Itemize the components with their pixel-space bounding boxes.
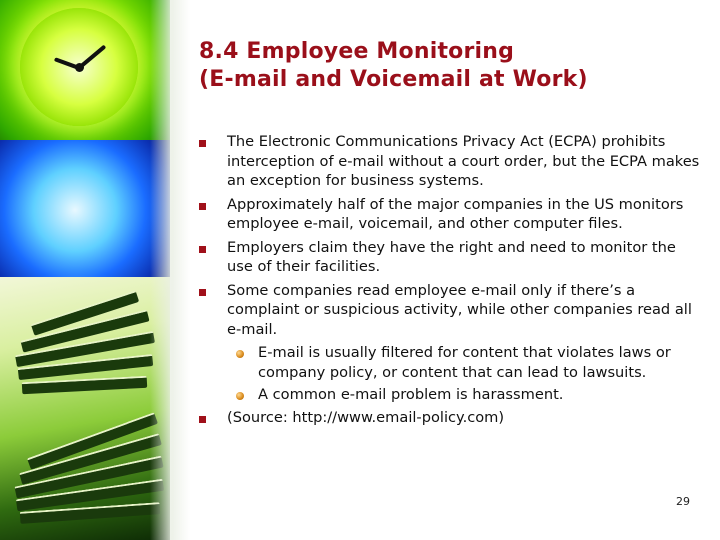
green-clock-icon: [20, 8, 138, 126]
bullet-text: Employers claim they have the right and need to monitor the use of their facilities.: [227, 238, 676, 275]
bullet-item: [199, 195, 704, 234]
square-bullet-icon: [199, 416, 206, 423]
page-number: 29: [676, 495, 690, 508]
green-clock-photo: [0, 0, 170, 140]
stacked-papers-photo: [0, 277, 170, 540]
round-bullet-icon: [236, 392, 244, 400]
image-strip: [0, 0, 170, 540]
square-bullet-icon: [199, 140, 206, 147]
bullet-item: [199, 132, 704, 191]
sub-bullet-item: [199, 385, 704, 405]
bullet-item: [199, 238, 704, 277]
square-bullet-icon: [199, 203, 206, 210]
square-bullet-icon: [199, 289, 206, 296]
bullet-list: [199, 132, 704, 431]
bullet-item: [199, 281, 704, 340]
round-bullet-icon: [236, 350, 244, 358]
sub-bullet-item: [199, 343, 704, 382]
bullet-text: (Source: http://www.email-policy.com): [227, 408, 505, 426]
strip-fade: [150, 0, 190, 540]
bullet-text: Some companies read employee e-mail only if there’s a complaint or suspicious activity, while other companies read all e-mail.: [227, 281, 692, 338]
blue-clock-photo: [0, 140, 170, 277]
papers-stack-bottom: [10, 427, 170, 537]
bullet-text: The Electronic Communications Privacy Act (ECPA) prohibits interception of e-mail without a court order, but the ECPA makes an exception for business systems.: [227, 133, 700, 189]
bullet-item: [199, 408, 704, 428]
square-bullet-icon: [199, 246, 206, 253]
sub-bullet-text: E-mail is usually filtered for content that violates laws or company policy, or content that can lead to lawsuits.: [258, 344, 671, 381]
sub-bullet-text: A common e-mail problem is harassment.: [258, 386, 564, 403]
title-line-1: 8.4 Employee Monitoring: [199, 39, 515, 64]
page-title: [199, 38, 699, 94]
bullet-text: Approximately half of the major companies in the US monitors employee e-mail, voicemail, and other computer files.: [227, 195, 684, 232]
papers-stack-top: [10, 297, 170, 407]
title-line-2: (E-mail and Voicemail at Work): [199, 67, 588, 92]
